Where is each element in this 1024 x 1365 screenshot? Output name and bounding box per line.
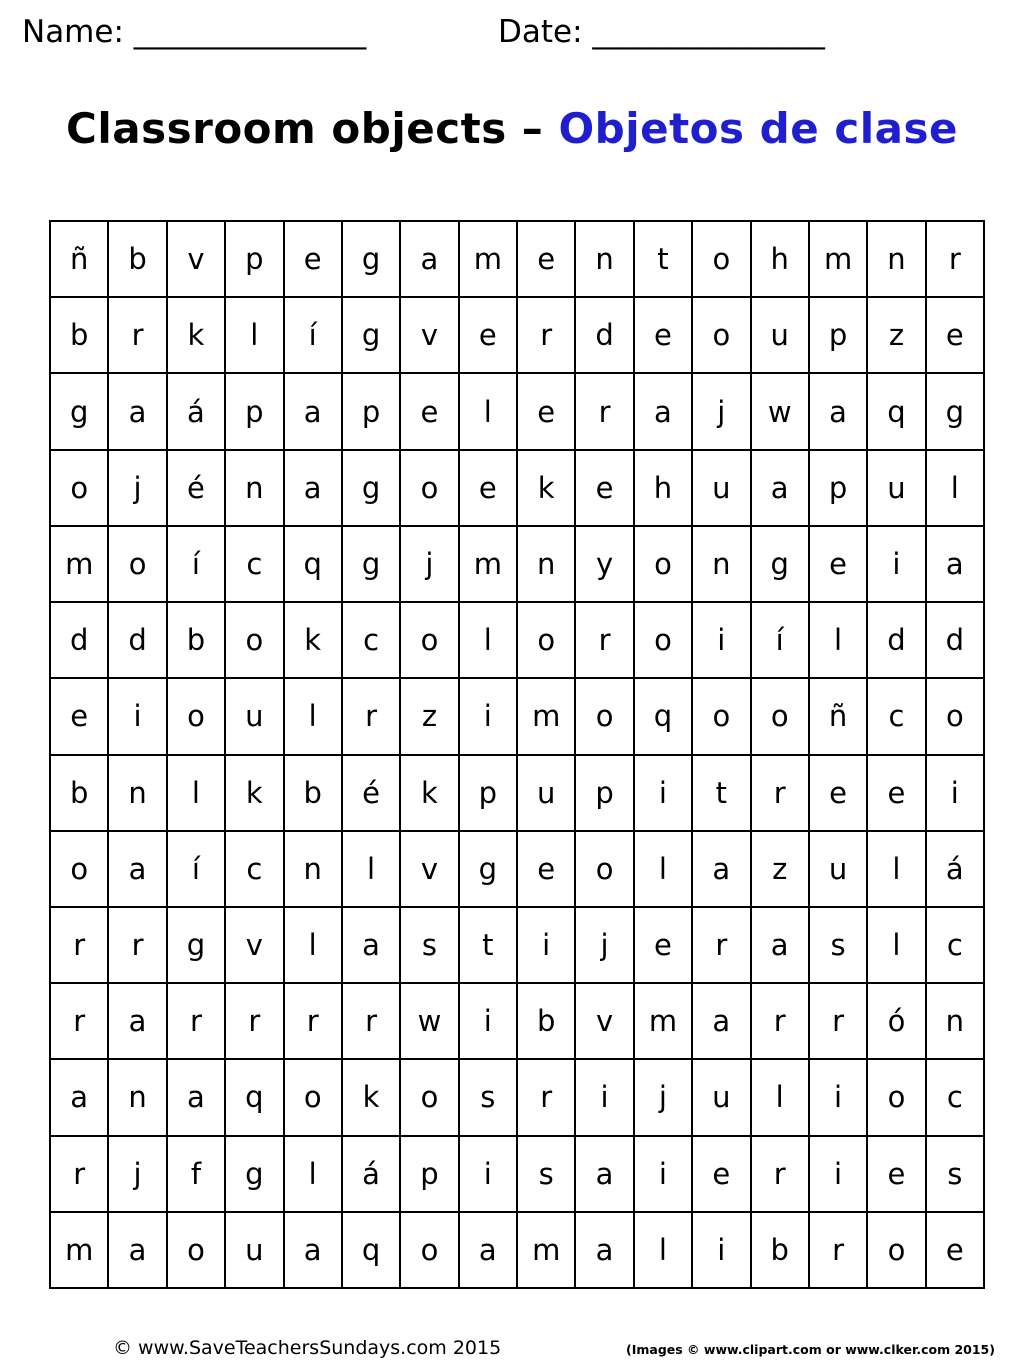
grid-cell: o	[693, 298, 751, 374]
grid-cell: k	[285, 603, 343, 679]
grid-cell: p	[576, 756, 634, 832]
grid-cell: í	[168, 527, 226, 603]
grid-cell: s	[460, 1060, 518, 1136]
grid-cell: r	[343, 679, 401, 755]
grid-cell: e	[868, 1137, 926, 1213]
grid-cell: b	[518, 984, 576, 1060]
grid-cell: u	[693, 1060, 751, 1136]
grid-cell: o	[401, 451, 459, 527]
grid-cell: b	[109, 222, 167, 298]
grid-cell: v	[168, 222, 226, 298]
grid-cell: g	[460, 832, 518, 908]
grid-cell: o	[927, 679, 985, 755]
grid-cell: á	[168, 374, 226, 450]
title-english: Classroom objects	[66, 104, 507, 153]
grid-cell: m	[635, 984, 693, 1060]
grid-cell: g	[343, 298, 401, 374]
grid-cell: ñ	[51, 222, 109, 298]
grid-cell: í	[168, 832, 226, 908]
name-field-label: Name: _______________	[22, 14, 367, 50]
grid-cell: a	[635, 374, 693, 450]
grid-cell: é	[168, 451, 226, 527]
grid-cell: s	[401, 908, 459, 984]
grid-cell: a	[401, 222, 459, 298]
grid-cell: q	[226, 1060, 284, 1136]
grid-cell: h	[635, 451, 693, 527]
grid-cell: p	[810, 298, 868, 374]
grid-cell: t	[635, 222, 693, 298]
grid-cell: r	[752, 1137, 810, 1213]
title-dash: –	[506, 104, 559, 153]
grid-cell: m	[518, 679, 576, 755]
grid-cell: g	[343, 222, 401, 298]
grid-cell: m	[51, 527, 109, 603]
grid-cell: é	[343, 756, 401, 832]
grid-cell: i	[460, 1137, 518, 1213]
grid-cell: m	[51, 1213, 109, 1289]
grid-cell: e	[285, 222, 343, 298]
grid-cell: a	[168, 1060, 226, 1136]
grid-cell: i	[810, 1060, 868, 1136]
grid-cell: v	[226, 908, 284, 984]
grid-cell: i	[576, 1060, 634, 1136]
grid-cell: u	[810, 832, 868, 908]
grid-cell: a	[51, 1060, 109, 1136]
copyright-footer: © www.SaveTeachersSundays.com 2015	[113, 1337, 502, 1359]
grid-cell: q	[635, 679, 693, 755]
grid-cell: z	[752, 832, 810, 908]
grid-cell: f	[168, 1137, 226, 1213]
grid-cell: o	[693, 679, 751, 755]
grid-cell: i	[868, 527, 926, 603]
grid-cell: e	[518, 374, 576, 450]
word-search-grid	[49, 220, 985, 1289]
images-credit-footer: (Images © www.clipart.com or www.clker.com 2015)	[626, 1342, 995, 1357]
grid-cell: b	[752, 1213, 810, 1289]
grid-cell: a	[285, 374, 343, 450]
grid-cell: a	[460, 1213, 518, 1289]
grid-cell: e	[635, 298, 693, 374]
grid-cell: o	[752, 679, 810, 755]
grid-cell: c	[927, 1060, 985, 1136]
grid-cell: p	[810, 451, 868, 527]
grid-cell: o	[868, 1060, 926, 1136]
grid-cell: ñ	[810, 679, 868, 755]
grid-cell: i	[693, 603, 751, 679]
grid-cell: g	[226, 1137, 284, 1213]
grid-cell: a	[109, 832, 167, 908]
grid-cell: n	[693, 527, 751, 603]
grid-cell: n	[518, 527, 576, 603]
grid-cell: o	[401, 1060, 459, 1136]
grid-cell: u	[752, 298, 810, 374]
grid-cell: t	[460, 908, 518, 984]
grid-cell: d	[576, 298, 634, 374]
grid-cell: w	[401, 984, 459, 1060]
grid-cell: a	[693, 984, 751, 1060]
grid-cell: y	[576, 527, 634, 603]
grid-cell: l	[285, 1137, 343, 1213]
grid-cell: r	[109, 298, 167, 374]
grid-cell: a	[343, 908, 401, 984]
grid-cell: l	[460, 603, 518, 679]
grid-cell: r	[51, 1137, 109, 1213]
grid-cell: o	[51, 832, 109, 908]
grid-cell: m	[810, 222, 868, 298]
grid-cell: o	[868, 1213, 926, 1289]
page-title	[0, 104, 1024, 153]
grid-cell: l	[635, 1213, 693, 1289]
grid-cell: i	[460, 984, 518, 1060]
grid-cell: q	[868, 374, 926, 450]
grid-cell: d	[868, 603, 926, 679]
grid-cell: e	[401, 374, 459, 450]
grid-cell: r	[51, 908, 109, 984]
grid-cell: r	[752, 984, 810, 1060]
grid-cell: z	[868, 298, 926, 374]
grid-cell: o	[693, 222, 751, 298]
grid-cell: l	[868, 832, 926, 908]
grid-cell: n	[109, 1060, 167, 1136]
grid-cell: m	[518, 1213, 576, 1289]
grid-cell: j	[635, 1060, 693, 1136]
grid-cell: b	[51, 298, 109, 374]
grid-cell: r	[810, 1213, 868, 1289]
grid-cell: s	[810, 908, 868, 984]
grid-cell: d	[927, 603, 985, 679]
grid-cell: p	[401, 1137, 459, 1213]
grid-cell: í	[285, 298, 343, 374]
grid-cell: b	[285, 756, 343, 832]
grid-cell: c	[343, 603, 401, 679]
grid-cell: v	[576, 984, 634, 1060]
grid-cell: m	[460, 222, 518, 298]
grid-cell: c	[927, 908, 985, 984]
grid-cell: r	[51, 984, 109, 1060]
grid-cell: c	[868, 679, 926, 755]
grid-cell: o	[226, 603, 284, 679]
grid-cell: w	[752, 374, 810, 450]
grid-cell: k	[518, 451, 576, 527]
grid-cell: i	[927, 756, 985, 832]
grid-cell: e	[576, 451, 634, 527]
grid-cell: n	[226, 451, 284, 527]
grid-cell: e	[868, 756, 926, 832]
grid-cell: g	[343, 527, 401, 603]
grid-cell: a	[693, 832, 751, 908]
grid-cell: o	[168, 679, 226, 755]
grid-cell: u	[693, 451, 751, 527]
grid-cell: j	[401, 527, 459, 603]
grid-cell: e	[635, 908, 693, 984]
grid-cell: c	[226, 527, 284, 603]
grid-cell: k	[226, 756, 284, 832]
grid-cell: a	[576, 1213, 634, 1289]
grid-cell: e	[693, 1137, 751, 1213]
grid-cell: e	[51, 679, 109, 755]
grid-cell: a	[576, 1137, 634, 1213]
grid-cell: g	[168, 908, 226, 984]
grid-cell: á	[927, 832, 985, 908]
grid-cell: p	[343, 374, 401, 450]
grid-cell: g	[752, 527, 810, 603]
grid-cell: r	[810, 984, 868, 1060]
grid-cell: c	[226, 832, 284, 908]
grid-cell: a	[109, 984, 167, 1060]
grid-cell: o	[109, 527, 167, 603]
grid-cell: i	[635, 1137, 693, 1213]
grid-cell: k	[401, 756, 459, 832]
grid-cell: o	[635, 527, 693, 603]
grid-cell: d	[51, 603, 109, 679]
grid-cell: á	[343, 1137, 401, 1213]
grid-cell: e	[810, 756, 868, 832]
grid-cell: j	[109, 451, 167, 527]
grid-cell: l	[752, 1060, 810, 1136]
grid-cell: a	[752, 451, 810, 527]
grid-cell: a	[752, 908, 810, 984]
grid-cell: o	[168, 1213, 226, 1289]
grid-cell: q	[285, 527, 343, 603]
grid-cell: i	[635, 756, 693, 832]
grid-cell: ó	[868, 984, 926, 1060]
date-field-label: Date: _______________	[498, 14, 825, 50]
grid-cell: k	[343, 1060, 401, 1136]
grid-cell: o	[518, 603, 576, 679]
grid-cell: a	[285, 1213, 343, 1289]
grid-cell: d	[109, 603, 167, 679]
grid-cell: p	[226, 222, 284, 298]
grid-cell: r	[518, 298, 576, 374]
grid-cell: g	[51, 374, 109, 450]
grid-cell: a	[927, 527, 985, 603]
grid-cell: o	[285, 1060, 343, 1136]
grid-cell: s	[927, 1137, 985, 1213]
grid-cell: n	[868, 222, 926, 298]
grid-cell: k	[168, 298, 226, 374]
grid-cell: t	[693, 756, 751, 832]
grid-cell: i	[109, 679, 167, 755]
grid-cell: e	[927, 298, 985, 374]
grid-cell: o	[576, 679, 634, 755]
grid-cell: z	[401, 679, 459, 755]
grid-cell: i	[693, 1213, 751, 1289]
grid-cell: í	[752, 603, 810, 679]
grid-cell: l	[168, 756, 226, 832]
grid-cell: r	[576, 603, 634, 679]
grid-cell: u	[518, 756, 576, 832]
grid-cell: n	[285, 832, 343, 908]
grid-cell: e	[460, 451, 518, 527]
grid-cell: l	[810, 603, 868, 679]
grid-cell: a	[109, 374, 167, 450]
grid-cell: s	[518, 1137, 576, 1213]
grid-cell: r	[752, 756, 810, 832]
grid-cell: b	[168, 603, 226, 679]
grid-cell: j	[109, 1137, 167, 1213]
grid-cell: r	[343, 984, 401, 1060]
grid-cell: n	[927, 984, 985, 1060]
grid-cell: b	[51, 756, 109, 832]
grid-cell: q	[343, 1213, 401, 1289]
grid-cell: i	[460, 679, 518, 755]
grid-cell: o	[51, 451, 109, 527]
grid-cell: r	[226, 984, 284, 1060]
grid-cell: n	[109, 756, 167, 832]
grid-cell: l	[868, 908, 926, 984]
grid-cell: u	[868, 451, 926, 527]
grid-cell: e	[518, 222, 576, 298]
grid-cell: n	[576, 222, 634, 298]
grid-cell: o	[401, 1213, 459, 1289]
grid-cell: v	[401, 298, 459, 374]
grid-cell: o	[401, 603, 459, 679]
grid-cell: j	[693, 374, 751, 450]
grid-cell: h	[752, 222, 810, 298]
grid-cell: e	[460, 298, 518, 374]
grid-cell: i	[810, 1137, 868, 1213]
grid-cell: u	[226, 679, 284, 755]
grid-cell: r	[927, 222, 985, 298]
grid-cell: o	[576, 832, 634, 908]
grid-cell: v	[401, 832, 459, 908]
title-spanish: Objetos de clase	[558, 104, 958, 153]
grid-cell: l	[226, 298, 284, 374]
grid-cell: u	[226, 1213, 284, 1289]
grid-cell: m	[460, 527, 518, 603]
grid-cell: p	[460, 756, 518, 832]
grid-cell: r	[168, 984, 226, 1060]
grid-cell: l	[927, 451, 985, 527]
grid-cell: g	[927, 374, 985, 450]
grid-cell: i	[518, 908, 576, 984]
grid-cell: g	[343, 451, 401, 527]
grid-cell: r	[518, 1060, 576, 1136]
grid-cell: l	[460, 374, 518, 450]
grid-cell: e	[518, 832, 576, 908]
grid-cell: j	[576, 908, 634, 984]
grid-cell: l	[635, 832, 693, 908]
grid-cell: r	[693, 908, 751, 984]
grid-cell: a	[810, 374, 868, 450]
grid-cell: a	[285, 451, 343, 527]
grid-cell: e	[810, 527, 868, 603]
grid-cell: o	[635, 603, 693, 679]
grid-cell: l	[285, 908, 343, 984]
grid-cell: p	[226, 374, 284, 450]
grid-cell: l	[343, 832, 401, 908]
grid-cell: a	[109, 1213, 167, 1289]
grid-cell: e	[927, 1213, 985, 1289]
grid-cell: r	[109, 908, 167, 984]
grid-cell: l	[285, 679, 343, 755]
grid-cell: r	[576, 374, 634, 450]
grid-cell: r	[285, 984, 343, 1060]
